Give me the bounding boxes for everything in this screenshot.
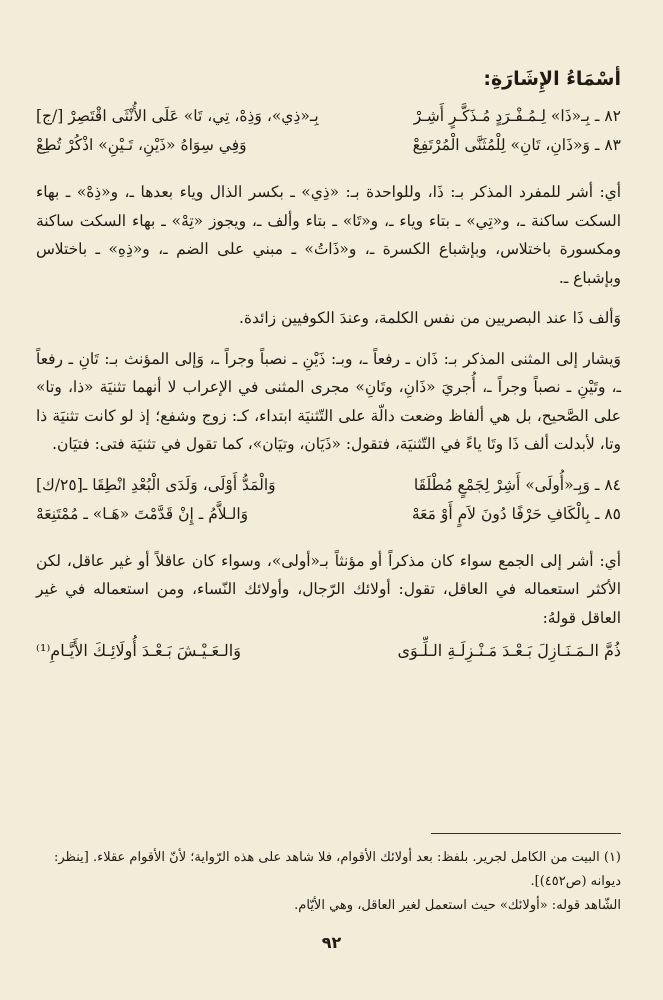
verse-83 <box>36 131 621 160</box>
footnote-2: الشّاهد قوله: «أولائك» حيث استعمل لغير العاقل، وهي الأيّام. <box>294 898 621 913</box>
explanation-paragraph-4: أي: أشر إلى الجمع سواء كان مذكراً أو مؤنثاً بـ«أولى»، وسواء كان عاقلاً أو غير عاقل، لكن الأكثر استعماله في العاقل، تقول: أولائك الرّجال، وأولائك النّساء، ومن استعماله في غير العاقل قولهُ: <box>36 551 621 627</box>
page-number: ٩٢ <box>321 933 342 952</box>
footnotes <box>36 846 621 918</box>
explanation-paragraph-2: وَألف ذَا عند البصريين من نفس الكلمة، وعندَ الكوفيين زائدة. <box>239 309 621 327</box>
section-title: أسْمَاءُ الإِشَارَةِ: <box>483 68 621 90</box>
verse-84-second-hemistich: وَالْمَدُّ أَوْلَى، وَلَدَى الْبُعْدِ انْطِقَا ـ[٢٥/ك] <box>36 475 276 494</box>
explanation-paragraph-3: وَيشار إلى المثنى المذكر بـ: ذَان ـ رفعاً ـ، وبـ: ذَيْنِ ـ نصباً وجراً ـ، وَإلى المؤنث بـ: تَانِ ـ رفعاً ـ، وتَيْنِ ـ نصباً وجراً ـ، أُجريَ «ذَانِ، وتَانِ» مجرى المثنى في الإعراب لا أنهما تثنيَة «ذا، وتا» على الصَّحيح، بل هي ألفاظ وضعت دالّة على التّثنيَة ابتداء، كـ: زوج وشفع؛ إذ لو كانت تثنيَة ذا وتا، لأبدلت ألف ذَا وتَا ياءً في التّثنيَة، فتقول: «ذَيَان، وتيَان»، كما تقول في تثنيَة فتى: فتيَان. <box>36 349 621 453</box>
verse-block-2 <box>36 471 621 529</box>
verse-82 <box>36 102 621 131</box>
poetic-evidence-verse <box>36 636 621 666</box>
verse-84-first-hemistich: ٨٤ ـ وَبِـ«أُولَى» أَشِرْ لِجَمْعٍ مُطْلَقَا <box>413 475 621 494</box>
verse-82-first-hemistich: ٨٢ ـ بِـ«ذَا» لِـمُـفْـرَدٍ مُـذَكَّـرٍ أَشِـرْ <box>413 107 621 125</box>
verse-block-1 <box>36 102 621 160</box>
verse-85-first-hemistich: ٨٥ ـ بِالْكَافِ حَرْفًا دُونَ لاَمٍ أَوْ مَعَهْ <box>411 504 621 523</box>
verse-82-second-hemistich: بِـ«ذِي»، وَذِهْ، تِي، تَا» عَلَى الأُنْثَى اقْتَصِرْ [/ج] <box>36 107 319 125</box>
explanation-paragraph-1: أي: أشر للمفرد المذكر بـ: ذَا، وللواحدة بـ: «ذِي» ـ بكسر الذال وياء بعدها ـ، و«ذِهْ» ـ بهاء السكت ساكنة ـ، و«تِي» ـ بتاء وياء ـ، و«تَا» ـ بتاء وألف ـ، ويجوز «تِهْ» ـ بهاء السكت ساكنة ومكسورة باختلاس، وبإشباع الكسرة ـ، و«ذَاتُ» ـ مبني على الضم ـ، و«ذِهِ» ـ باختلاس وبإشباع ـ. <box>36 183 621 287</box>
verse-85 <box>36 500 621 529</box>
footnote-1: (١) البيت من الكامل لجرير. بلفظ: بعد أولائك الأقوام، فلا شاهد على هذه الرّواية؛ لأنّ الأقوام عقلاء. [ينظر: ديوانه (ص٤٥٢)]. <box>53 850 621 889</box>
poetic-evidence-first-hemistich: ذُمَّ الـمَـنَـازِلَ بَـعْـدَ مَـنْـزِلَـةِ الـلِّـوَى <box>397 641 621 660</box>
verse-83-second-hemistich: وَفِي سِوَاهُ «ذَيْنِ، تَـيْنِ» اذْكُرْ تُطِعْ <box>36 136 247 154</box>
poetic-evidence-second-hemistich: وَالـعَـيْـشَ بَـعْـدَ أُولَائِـكَ الأَيَّـامِ⁽¹⁾ <box>36 641 241 660</box>
footnote-separator <box>431 833 621 834</box>
verse-84 <box>36 471 621 500</box>
verse-83-first-hemistich: ٨٣ ـ وَ«ذَانِ، تَانِ» لِلْمُثَنَّى الْمُرْتَفِعْ <box>412 136 621 154</box>
verse-85-second-hemistich: وَالـلاَّمُ ـ إِنْ قَدَّمْتَ «هَـا» ـ مُمْتَنِعَهْ <box>36 504 249 523</box>
